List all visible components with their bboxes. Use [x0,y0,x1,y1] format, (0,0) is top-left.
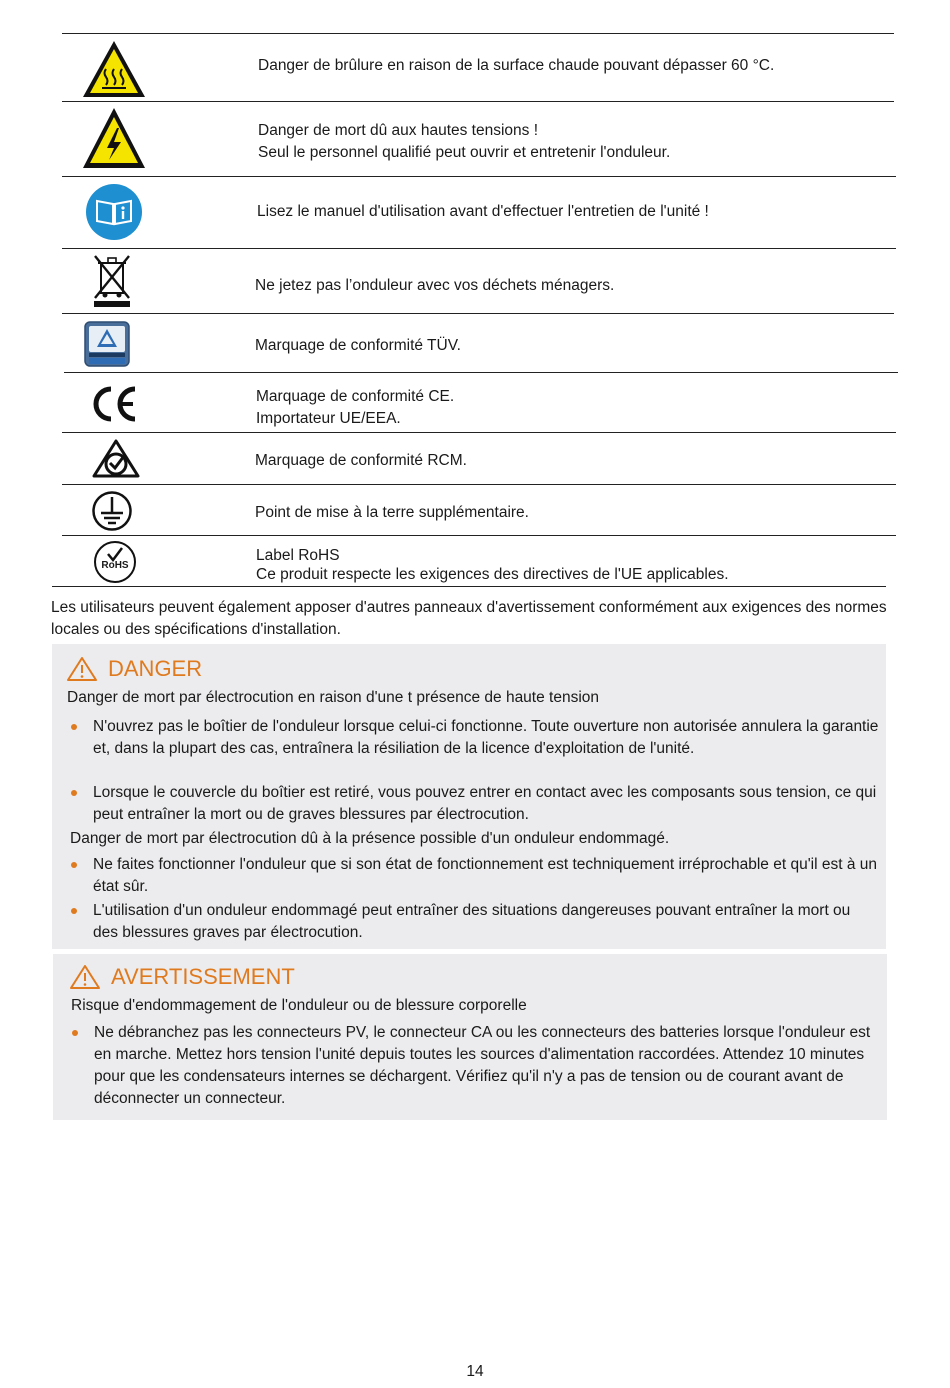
symbol-text: Ce produit respecte les exigences des directives de l'UE applicables. [256,566,729,583]
ce-mark-icon [88,382,140,426]
rohs-mark-text: RoHS [101,560,129,571]
table-rule [62,33,894,34]
warning-box [53,954,887,1120]
warning-heading [69,964,295,990]
bullet-dot [72,1030,78,1036]
symbol-text: Marquage de conformité CE. [256,388,455,405]
table-rule [52,586,886,587]
bullet-dot [71,862,77,868]
tuv-certified-icon [83,320,131,368]
high-voltage-warning-icon [80,105,148,171]
symbol-text: Importateur UE/EEA. [256,410,401,427]
bullet-dot [71,724,77,730]
warning-title: AVERTISSEMENT [111,964,295,989]
weee-crossed-bin-icon [88,253,136,309]
symbol-text: Danger de mort dû aux hautes tensions ! [258,122,539,139]
hot-surface-warning-icon [80,38,148,100]
table-rule [62,176,896,177]
bullet-dot [71,790,77,796]
list-item: L'utilisation d'un onduleur endommagé peut entraîner des situations dangereuses pouvant entraîner la mort ou des blessures graves par électrocution. [71,900,879,944]
symbol-text: Lisez le manuel d'utilisation avant d'effectuer l'entretien de l'unité ! [257,203,709,220]
symbol-text: Point de mise à la terre supplémentaire. [255,504,529,521]
table-rule [62,484,896,485]
warning-triangle-icon [66,656,98,682]
table-rule [62,313,894,314]
list-item: N'ouvrez pas le boîtier de l'onduleur lorsque celui-ci fonctionne. Toute ouverture non autorisée annulera la garantie et, dans la plupart des cas, entraînera la résiliation de la licence d'exploitation de l'unité. [71,716,879,760]
rohs-label-icon [92,539,138,585]
list-item: Ne débranchez pas les connecteurs PV, le connecteur CA ou les connecteurs des batteries lorsque l'onduleur est en marche. Mettez hors tension l'unité depuis toutes les sources d'alimentation raccordées. Attendez 10 minutes pour que les condensateurs internes se déchargent. Vérifiez qu'il n'y a pas de tension ou de courant avant de déconnecter un connecteur. [72,1022,882,1110]
symbol-text: Label RoHS [256,547,340,564]
table-rule [62,535,896,536]
read-manual-icon [84,182,144,242]
table-rule [62,248,896,249]
intro-paragraph: Les utilisateurs peuvent également apposer d'autres panneaux d'avertissement conformément aux exigences des normes locales ou des spécifications d'installation. [51,599,887,638]
page-number: 14 [466,1363,484,1380]
rcm-mark-icon [90,437,142,481]
table-rule [62,101,894,102]
table-rule [64,372,898,373]
danger-title: DANGER [108,656,203,681]
symbol-text: Marquage de conformité RCM. [255,452,467,469]
symbol-text: Danger de brûlure en raison de la surface chaude pouvant dépasser 60 °C. [258,57,775,74]
table-rule [62,432,896,433]
symbol-text: Ne jetez pas l’onduleur avec vos déchets ménagers. [255,277,615,294]
protective-earth-icon [90,489,134,533]
danger-box [52,644,886,949]
danger-heading [66,656,202,682]
danger-subtitle: Danger de mort par électrocution en raison d'une t présence de haute tension [67,689,600,706]
list-item: Lorsque le couvercle du boîtier est retiré, vous pouvez entrer en contact avec les composants sous tension, ce qui peut entraîner la mort ou de graves blessures par électrocution. [71,782,879,826]
symbol-text: Marquage de conformité TÜV. [255,337,461,354]
list-item: Ne faites fonctionner l'onduleur que si son état de fonctionnement est techniquement irréprochable et qu'il est à un état sûr. [71,854,879,898]
warning-triangle-icon [69,964,101,990]
danger-subtitle: Danger de mort par électrocution dû à la présence possible d'un onduleur endommagé. [70,830,670,847]
symbol-text: Seul le personnel qualifié peut ouvrir et entretenir l'onduleur. [258,144,671,161]
warning-subtitle: Risque d'endommagement de l'onduleur ou de blessure corporelle [71,997,527,1014]
bullet-dot [71,908,77,914]
